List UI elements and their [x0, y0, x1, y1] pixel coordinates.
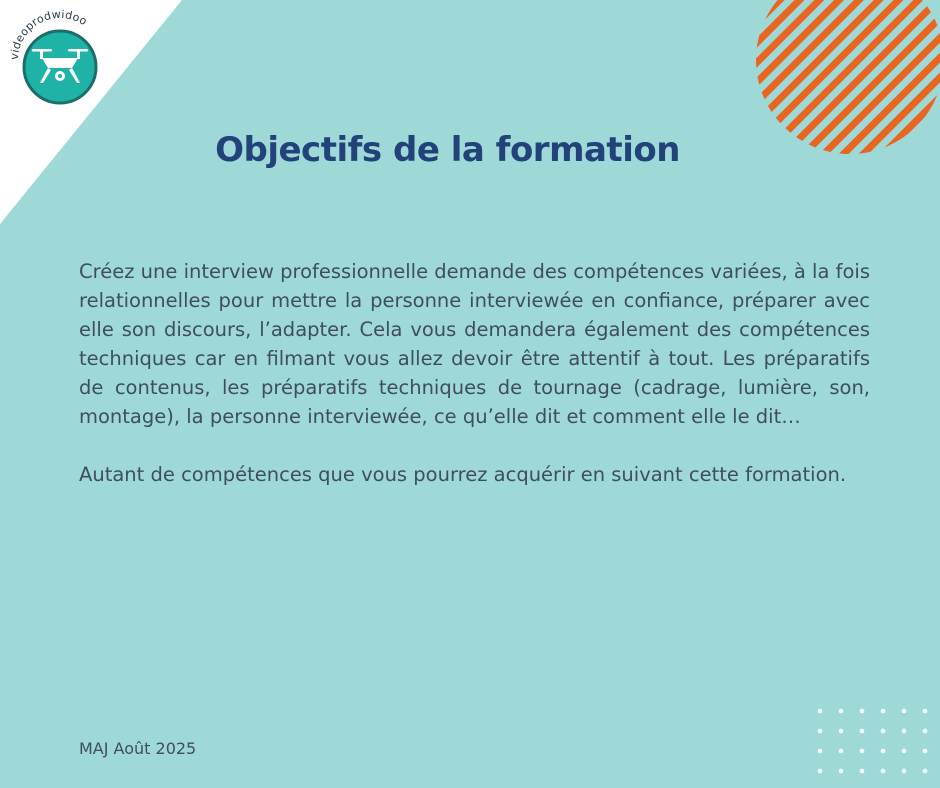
decor-dot	[818, 769, 823, 774]
decor-dot	[839, 749, 844, 754]
decor-dot	[881, 729, 886, 734]
logo-text: videoprodwidoo	[7, 7, 90, 61]
decor-dot	[860, 709, 865, 714]
decor-dot	[923, 709, 928, 714]
decor-dot	[839, 769, 844, 774]
decor-dot	[902, 709, 907, 714]
body-text	[79, 257, 870, 489]
decor-dot	[881, 709, 886, 714]
decor-dot	[923, 729, 928, 734]
decor-dot	[860, 749, 865, 754]
company-logo	[0, 0, 120, 120]
paragraph-conclusion: Autant de compétences que vous pourrez acquérir en suivant cette formation.	[79, 463, 847, 486]
decor-dot	[818, 709, 823, 714]
decor-dot	[860, 769, 865, 774]
paragraph-intro: Créez une interview professionnelle demande des compétences variées, à la fois relationnelles pour mettre la personne interviewée en confiance, préparer avec elle son discours, l’adapter. Cela vous demandera également des compétences techniques car en filmant vous allez devoir être attentif à tout. Les préparatifs de contenus, les préparatifs techniques de tournage (cadrage, lumière, son, montage), la personne interviewée, ce qu’elle dit et comment elle le dit…	[79, 260, 870, 428]
decor-dot	[860, 729, 865, 734]
decor-dot	[923, 769, 928, 774]
decor-dot	[818, 729, 823, 734]
page-title: Objectifs de la formation	[215, 130, 680, 170]
dot-grid-decoration	[812, 703, 937, 778]
decor-dot	[818, 749, 823, 754]
update-date: MAJ Août 2025	[79, 739, 197, 758]
decor-dot	[839, 709, 844, 714]
decor-dot	[881, 769, 886, 774]
decor-dot	[839, 729, 844, 734]
decor-dot	[902, 749, 907, 754]
decor-dot	[923, 749, 928, 754]
decor-dot	[881, 749, 886, 754]
decor-dot	[902, 729, 907, 734]
decor-dot	[902, 769, 907, 774]
